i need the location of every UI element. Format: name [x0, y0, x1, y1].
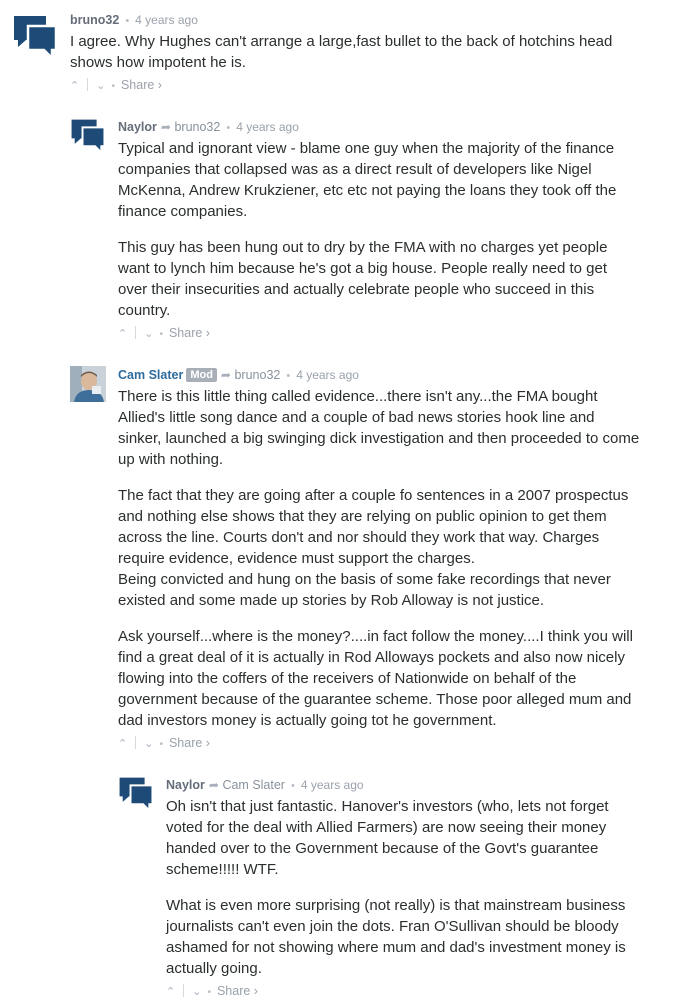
chevron-down-icon[interactable]: ⌄ [192, 986, 202, 998]
author-name[interactable]: Naylor [118, 120, 157, 134]
separator-dot: • [290, 780, 295, 792]
comment-paragraph: I agree. Why Hughes can't arrange a large,fast bullet to the back of hotchins head shows how impotent he is. [70, 33, 613, 71]
comment-header [166, 777, 364, 794]
comment-footer [118, 325, 210, 343]
share-link[interactable]: Share › [168, 736, 210, 750]
separator-dot: • [159, 329, 163, 340]
comment-paragraph: Ask yourself...where is the money?....in fact follow the money....I think you will find a great deal of it is actually in Rod Alloways pockets and also now nicely flowing into the coffers of the receivers of Nationwide on behalf of the government because of the guarantee scheme. Those poor alleged mum and dad investors money is actually going tot he government. [118, 628, 633, 729]
reply-arrow-icon: ➦ [160, 120, 171, 134]
reply-arrow-icon: ➦ [220, 368, 231, 382]
comment-footer [118, 735, 210, 753]
chevron-up-icon[interactable]: ⌃ [118, 738, 128, 750]
avatar[interactable] [70, 118, 106, 154]
divider [183, 984, 184, 997]
separator-dot: • [111, 81, 115, 92]
divider [87, 78, 88, 91]
chevron-down-icon[interactable]: ⌄ [144, 328, 154, 340]
timestamp[interactable]: 4 years ago [296, 368, 359, 382]
chat-bubble-icon [12, 14, 58, 60]
chat-bubble-icon [118, 776, 154, 812]
separator-dot: • [226, 122, 231, 134]
comment-paragraph: There is this little thing called evidence...there isn't any...the FMA bought Allied's little song dance and a couple of bad news stories hook line and sinker, launched a big swinging dick investigation and then proceeded to come up with nothing. [118, 388, 640, 468]
avatar[interactable] [12, 14, 58, 60]
divider [135, 326, 136, 339]
chevron-up-icon[interactable]: ⌃ [118, 328, 128, 340]
timestamp[interactable]: 4 years ago [236, 120, 299, 134]
comment-body [118, 386, 640, 731]
comment-header [118, 119, 299, 136]
comment-body [166, 796, 636, 979]
comment-paragraph: Typical and ignorant view - blame one guy when the majority of the finance companies that collapsed was as a direct result of developers like Nigel McKenna, Andrew Krukziener, etc etc not paying the loans they took off the finance companies. [118, 140, 617, 220]
comment-paragraph: What is even more surprising (not really) is that mainstream business journalists can't even join the dots. Fran O'Sullivan should be bloody ashamed for not showing where mum and dad's investment money is actually going. [166, 897, 626, 977]
divider [135, 736, 136, 749]
separator-dot: • [286, 370, 291, 382]
comment-header [70, 12, 198, 29]
avatar[interactable] [70, 366, 106, 402]
share-link[interactable]: Share › [216, 984, 258, 998]
share-link[interactable]: Share › [120, 78, 162, 92]
reply-to-name[interactable]: bruno32 [174, 120, 221, 134]
chat-bubble-icon [70, 118, 106, 154]
reply-arrow-icon: ➦ [208, 778, 219, 792]
reply-to-name[interactable]: bruno32 [234, 368, 281, 382]
separator-dot: • [207, 987, 211, 998]
comment-paragraph: This guy has been hung out to dry by the FMA with no charges yet people want to lynch him because he's got a big house. People really need to get over their insecurities and actually celebrate people who succeed in this country. [118, 239, 608, 319]
reply-to-name[interactable]: Cam Slater [222, 778, 285, 792]
comment-paragraph: The fact that they are going after a couple fo sentences in a 2007 prospectus and nothing else shows that they are relying on public opinion to get them across the line. Courts don't and nor should they work that way. Charges require evidence, evidence must support the charges. Being convicted and hung on the basis of some fake recordings that never existed and some made up stories by Rob Alloway is not justice. [118, 487, 629, 609]
timestamp[interactable]: 4 years ago [300, 778, 364, 792]
mod-badge: Mod [186, 368, 217, 382]
user-photo-icon [70, 366, 106, 402]
comment-body [70, 31, 630, 73]
author-name[interactable]: Naylor [166, 778, 205, 792]
comment-paragraph: Oh isn't that just fantastic. Hanover's investors (who, lets not forget voted for the deal with Allied Farmers) are now seeing their money handed over to the Government because of the Govt's guarantee scheme!!!!! WTF. [166, 798, 609, 878]
author-name[interactable]: bruno32 [70, 13, 120, 27]
comment-body [118, 138, 638, 321]
comment-header [118, 367, 359, 384]
separator-dot: • [159, 739, 163, 750]
timestamp[interactable]: 4 years ago [135, 13, 198, 27]
share-link[interactable]: Share › [168, 326, 210, 340]
chevron-up-icon[interactable]: ⌃ [166, 986, 176, 998]
separator-dot: • [125, 15, 130, 27]
comment-footer [70, 77, 162, 95]
avatar[interactable] [118, 776, 154, 812]
author-name[interactable]: Cam Slater [118, 368, 184, 382]
chevron-down-icon[interactable]: ⌄ [96, 80, 106, 92]
comment-footer [166, 983, 258, 1001]
chevron-down-icon[interactable]: ⌄ [144, 738, 154, 750]
chevron-up-icon[interactable]: ⌃ [70, 80, 80, 92]
